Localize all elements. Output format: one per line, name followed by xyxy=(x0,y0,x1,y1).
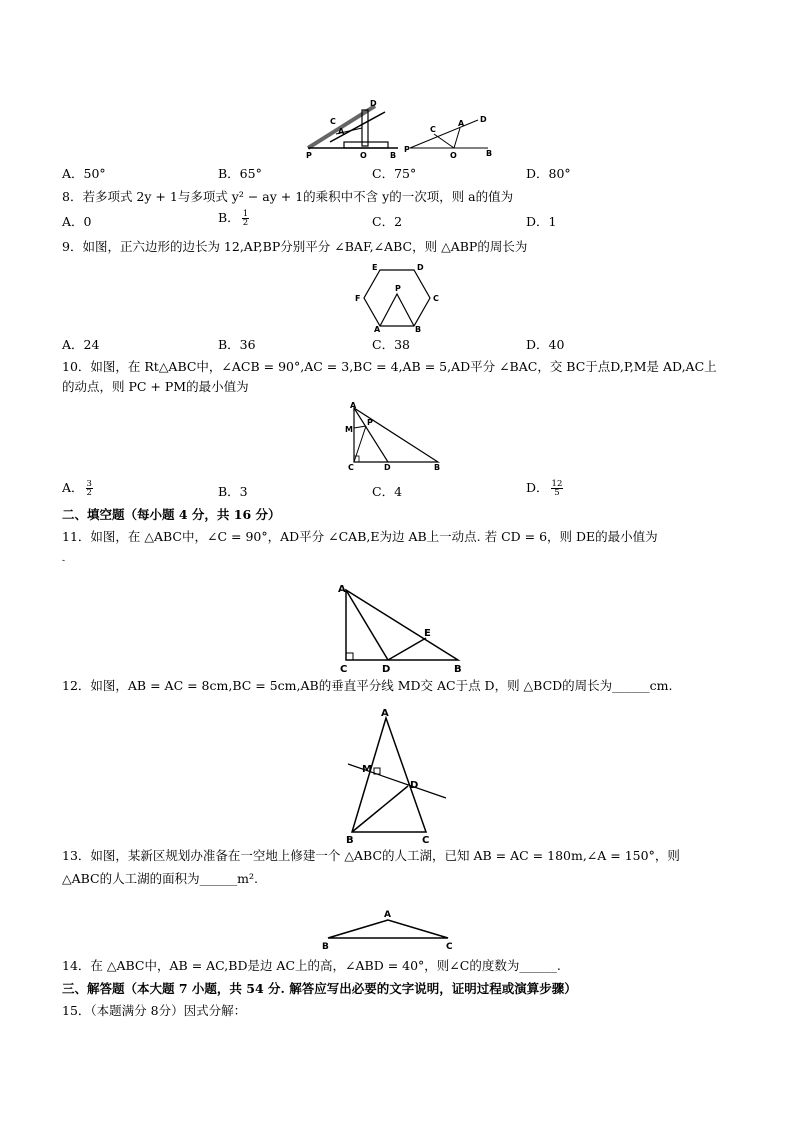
q14-stem: 14．在 △ABC中，AB = AC,BD是边 AC上的高，∠ABD = 40°，则∠C的度数为______. xyxy=(62,958,561,973)
fraction xyxy=(242,210,249,227)
fig-label: C xyxy=(348,463,354,472)
q11-triangle-figure xyxy=(330,582,470,674)
fraction xyxy=(86,480,93,497)
fig-label: B xyxy=(322,942,329,952)
fig-label: A xyxy=(381,708,389,719)
fig-label: A xyxy=(338,584,346,595)
fraction-numerator: 12 xyxy=(551,479,563,489)
q7-option-c: C．75° xyxy=(372,166,417,181)
q8-option-a: A．0 xyxy=(62,214,92,229)
q15-stem: 15．（本题满分 8分）因式分解： xyxy=(62,1003,247,1018)
q8-stem: 8．若多项式 2y + 1与多项式 y² − ay + 1的乘积中不含 y的一次项，则 a的值为 xyxy=(62,189,514,204)
fig-label: M xyxy=(362,764,372,775)
q13-stem-line2: △ABC的人工湖的面积为______m². xyxy=(62,871,258,886)
section-2-heading: 二、填空题（每小题 4 分，共 16 分） xyxy=(62,507,281,522)
fig-label: O xyxy=(360,151,367,160)
fig-label: D xyxy=(370,99,377,108)
q8-option-d: D．1 xyxy=(526,214,557,229)
q10-option-b: B．3 xyxy=(218,484,248,499)
q7-figure-right xyxy=(404,112,496,160)
q7-option-b: B．65° xyxy=(218,166,262,181)
q10-option-c: C．4 xyxy=(372,484,403,499)
q8-option-c: C．2 xyxy=(372,214,403,229)
q8-option-b-letter: B． xyxy=(218,210,240,225)
fig-label: P xyxy=(404,145,410,154)
q11-stem: 11．如图，在 △ABC中，∠C = 90°，AD平分 ∠CAB,E为边 AB上一动点. 若 CD = 6，则 DE的最小值为 xyxy=(62,529,658,544)
q9-option-d: D．40 xyxy=(526,337,565,352)
q11-stray-mark: - xyxy=(62,556,66,566)
fig-label: B xyxy=(434,463,441,472)
fig-label: C xyxy=(433,294,439,303)
q13-stem-line1: 13．如图，某新区规划办准备在一空地上修建一个 △ABC的人工湖，已知 AB = AC = 180m,∠A = 150°，则 xyxy=(62,848,680,863)
q9-option-b: B．36 xyxy=(218,337,256,352)
fig-label: B xyxy=(454,664,462,674)
fig-label: C xyxy=(446,942,453,952)
fig-label: O xyxy=(450,151,457,160)
fraction-numerator: 1 xyxy=(242,209,249,219)
fig-label: P xyxy=(367,418,373,427)
fig-label: B xyxy=(486,149,493,158)
fig-label: D xyxy=(417,263,424,272)
fraction-numerator: 3 xyxy=(86,479,92,489)
q10-option-d-letter: D． xyxy=(526,480,549,495)
fig-label: P xyxy=(395,284,401,293)
fig-label: C xyxy=(340,664,348,674)
fig-label: C xyxy=(430,125,436,134)
q9-option-c: C．38 xyxy=(372,337,410,352)
fig-label: A xyxy=(338,127,345,136)
fraction-denominator: 5 xyxy=(554,488,560,498)
fig-label: D xyxy=(382,664,391,674)
fig-label: P xyxy=(306,151,312,160)
fraction-denominator: 2 xyxy=(86,488,92,498)
fig-label: A xyxy=(458,119,465,128)
fig-label: M xyxy=(345,425,353,434)
q10-stem-line1: 10．如图，在 Rt△ABC中，∠ACB = 90°,AC = 3,BC = 4,AB = 5,AD平分 ∠BAC，交 BC于点D,P,M是 AD,AC上 xyxy=(62,359,717,374)
fig-label: C xyxy=(330,117,336,126)
q7-option-a: A．50° xyxy=(62,166,106,181)
q12-triangle-figure xyxy=(336,706,456,846)
fig-label: B xyxy=(415,325,422,332)
fig-label: B xyxy=(346,835,354,846)
section-3-heading: 三、解答题（本大题 7 小题，共 54 分. 解答应写出必要的文字说明，证明过程或演算步骤） xyxy=(62,981,577,996)
q7-option-d: D．80° xyxy=(526,166,571,181)
q10-stem-line2: 的动点，则 PC + PM的最小值为 xyxy=(62,379,249,394)
fig-label: D xyxy=(410,780,419,791)
q12-stem: 12．如图，AB = AC = 8cm,BC = 5cm,AB的垂直平分线 MD交 AC于点 D，则 △BCD的周长为______cm. xyxy=(62,678,673,693)
q13-triangle-figure xyxy=(318,904,458,952)
q7-figure-left xyxy=(300,98,404,160)
fig-label: E xyxy=(424,628,431,639)
fig-label: C xyxy=(422,835,430,846)
fig-label: A xyxy=(384,910,391,920)
fig-label: F xyxy=(355,294,361,303)
q9-hexagon-figure xyxy=(354,262,440,332)
q10-option-a xyxy=(62,480,93,497)
q9-option-a: A．24 xyxy=(62,337,100,352)
q9-stem: 9．如图，正六边形的边长为 12,AP,BP分别平分 ∠BAF,∠ABC，则 △ABP的周长为 xyxy=(62,239,528,254)
fig-label: D xyxy=(384,463,391,472)
q10-triangle-figure xyxy=(344,400,448,472)
fig-label: B xyxy=(390,151,397,160)
fig-label: D xyxy=(480,115,487,124)
q8-option-b xyxy=(218,210,249,227)
fig-label: A xyxy=(374,325,381,332)
fig-label: E xyxy=(372,263,378,272)
q10-option-d xyxy=(526,480,563,497)
q10-option-a-letter: A． xyxy=(62,480,84,495)
fraction-denominator: 2 xyxy=(242,218,249,228)
fig-label: A xyxy=(350,401,357,410)
fraction xyxy=(551,480,564,497)
